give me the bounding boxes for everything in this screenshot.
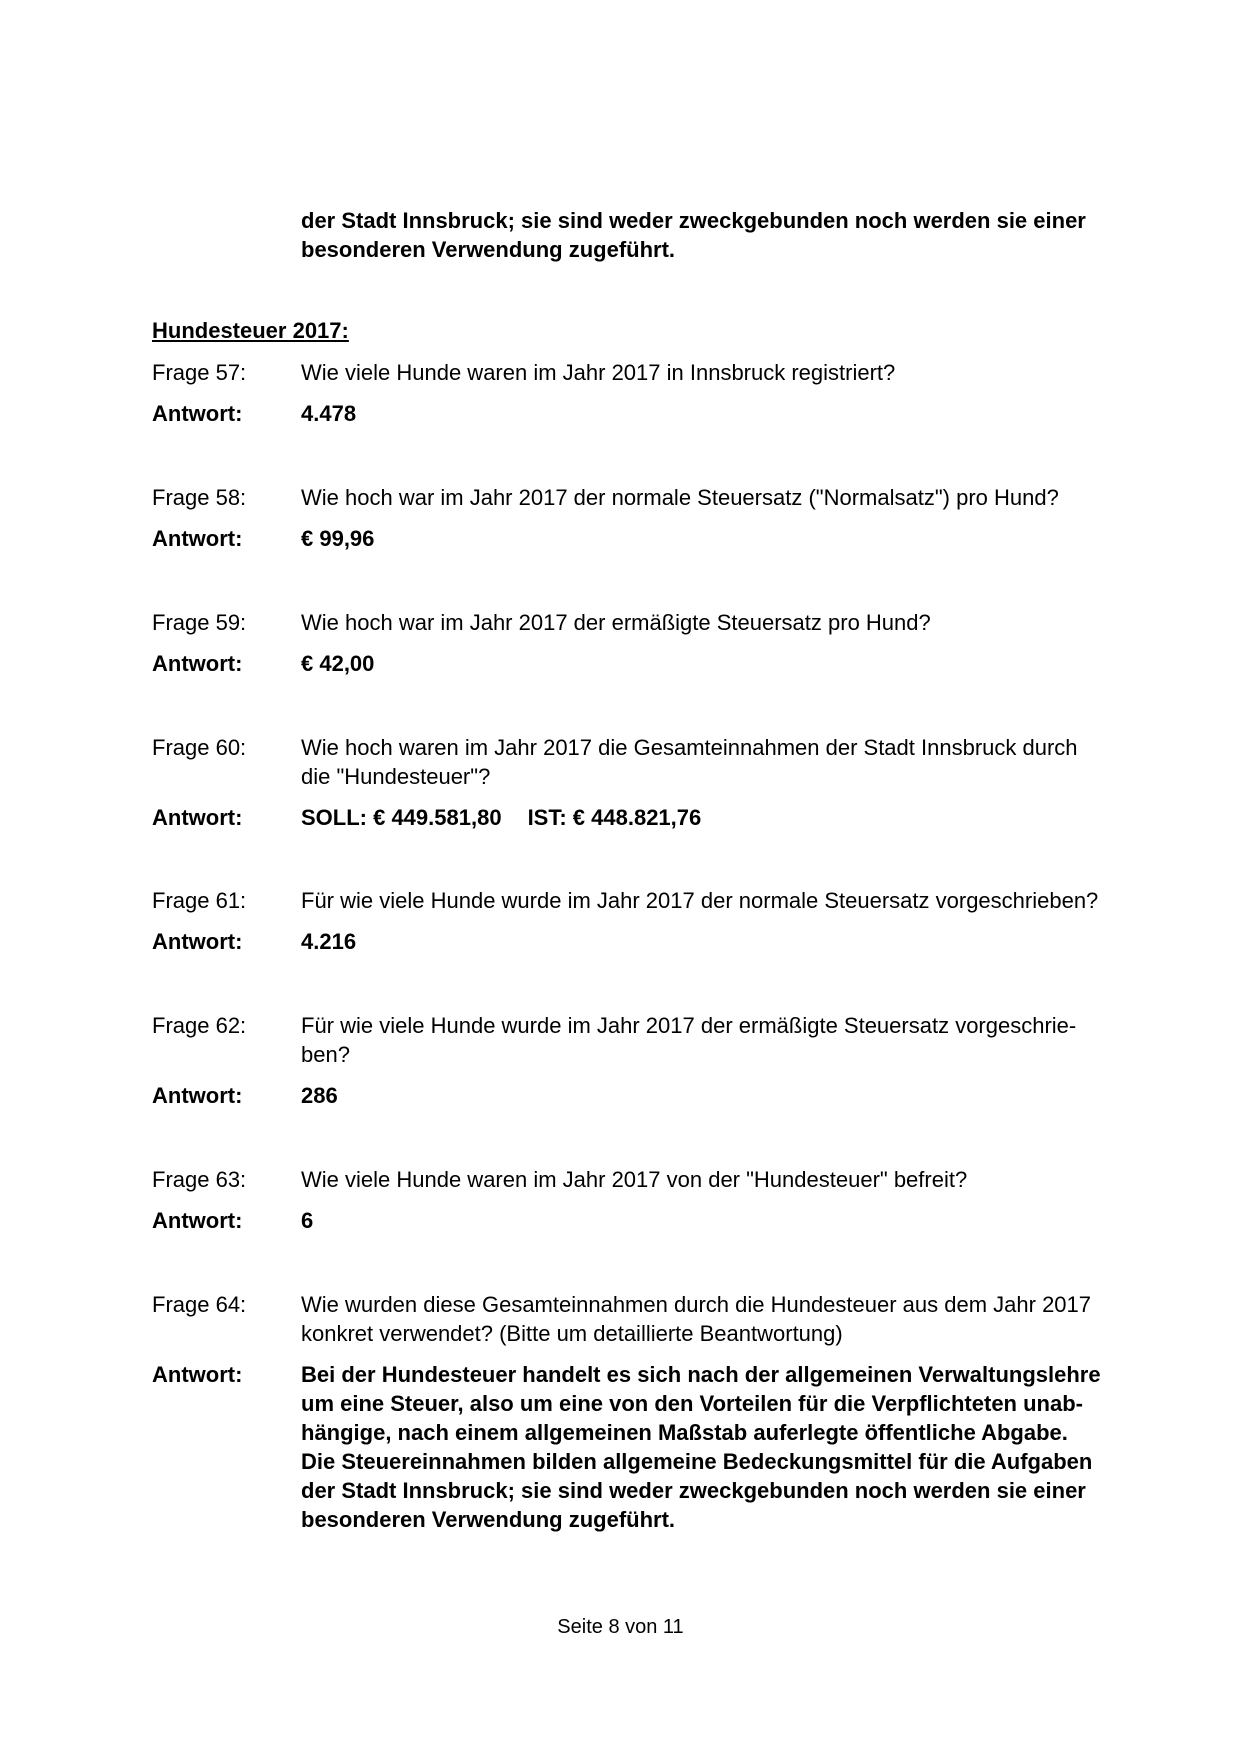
question-row: [152, 483, 1142, 512]
answer-label: Antwort:: [152, 1083, 243, 1108]
answer-text: [301, 927, 1142, 956]
answer-text: [301, 1360, 1142, 1534]
continuation-line: besonderen Verwendung zugeführt.: [301, 237, 676, 262]
question-line: konkret verwendet? (Bitte um detaillierte Beantwortung): [301, 1321, 843, 1346]
answer-line: 4.216: [301, 929, 357, 954]
answer-text: [301, 1081, 1142, 1110]
question-text: [301, 608, 1142, 637]
question-line: Wie wurden diese Gesamteinnahmen durch die Hundesteuer aus dem Jahr 2017: [301, 1292, 1092, 1317]
question-text: [301, 1165, 1142, 1194]
question-row: [152, 358, 1142, 387]
answer-line: 286: [301, 1083, 338, 1108]
question-text: [301, 1290, 1142, 1348]
answer-row: [152, 803, 1142, 832]
answer-line: um eine Steuer, also um eine von den Vorteilen für die Verpflichteten unab-: [301, 1391, 1083, 1416]
question-row: [152, 608, 1142, 637]
answer-text: [301, 1206, 1142, 1235]
answer-label: Antwort:: [152, 805, 243, 830]
answer-text: [301, 524, 1142, 553]
qa-block-57: [152, 358, 1142, 428]
question-line: Für wie viele Hunde wurde im Jahr 2017 der normale Steuersatz vorgeschrieben?: [301, 888, 1099, 913]
answer-line: 6: [301, 1208, 314, 1233]
question-label: Frage 58:: [152, 485, 247, 510]
answer-row: [152, 524, 1142, 553]
answer-line: 4.478: [301, 401, 357, 426]
answer-line: der Stadt Innsbruck; sie sind weder zweckgebunden noch werden sie einer: [301, 1478, 1086, 1503]
answer-line: Die Steuereinnahmen bilden allgemeine Bedeckungsmittel für die Aufgaben: [301, 1449, 1093, 1474]
answer-row: [152, 399, 1142, 428]
answer-soll-value: SOLL: € 449.581,80: [301, 805, 502, 830]
answer-row: [152, 927, 1142, 956]
answer-line: € 99,96: [301, 526, 375, 551]
answer-row: [152, 1360, 1142, 1534]
answer-line: besonderen Verwendung zugeführt.: [301, 1507, 676, 1532]
answer-row: [152, 1206, 1142, 1235]
question-row: [152, 1165, 1142, 1194]
answer-row: [152, 1081, 1142, 1110]
question-line: Wie hoch war im Jahr 2017 der ermäßigte Steuersatz pro Hund?: [301, 610, 931, 635]
qa-block-61: [152, 886, 1142, 956]
answer-row: [152, 649, 1142, 678]
qa-block-60: [152, 733, 1142, 832]
question-label: Frage 62:: [152, 1013, 247, 1038]
answer-line: Bei der Hundesteuer handelt es sich nach der allgemeinen Verwaltungslehre: [301, 1362, 1101, 1387]
continuation-paragraph: [301, 206, 1161, 264]
answer-text: [301, 649, 1142, 678]
question-text: [301, 733, 1142, 791]
question-line: Für wie viele Hunde wurde im Jahr 2017 der ermäßigte Steuersatz vorgeschrie-: [301, 1013, 1077, 1038]
qa-block-59: [152, 608, 1142, 678]
page-number: Seite 8 von 11: [557, 1616, 684, 1638]
answer-label: Antwort:: [152, 526, 243, 551]
answer-line: hängige, nach einem allgemeinen Maßstab auferlegte öffentliche Abgabe.: [301, 1420, 1068, 1445]
answer-label: Antwort:: [152, 1362, 243, 1387]
answer-ist-value: IST: € 448.821,76: [527, 805, 702, 830]
qa-block-58: [152, 483, 1142, 553]
answer-text: [301, 803, 1142, 832]
question-line: ben?: [301, 1042, 350, 1067]
question-row: [152, 1290, 1142, 1348]
question-text: [301, 886, 1142, 915]
question-label: Frage 59:: [152, 610, 247, 635]
question-row: [152, 1011, 1142, 1069]
question-line: Wie viele Hunde waren im Jahr 2017 in Innsbruck registriert?: [301, 360, 896, 385]
question-line: die "Hundesteuer"?: [301, 764, 491, 789]
question-text: [301, 483, 1142, 512]
answer-text: [301, 399, 1142, 428]
question-line: Wie viele Hunde waren im Jahr 2017 von der "Hundesteuer" befreit?: [301, 1167, 968, 1192]
question-text: [301, 1011, 1142, 1069]
qa-block-63: [152, 1165, 1142, 1235]
answer-line: € 42,00: [301, 651, 375, 676]
answer-label: Antwort:: [152, 1208, 243, 1233]
question-label: Frage 57:: [152, 360, 247, 385]
answer-label: Antwort:: [152, 401, 243, 426]
question-label: Frage 60:: [152, 735, 247, 760]
answer-label: Antwort:: [152, 929, 243, 954]
section-heading: Hundesteuer 2017:: [152, 318, 349, 343]
question-line: Wie hoch waren im Jahr 2017 die Gesamteinnahmen der Stadt Innsbruck durch: [301, 735, 1078, 760]
question-label: Frage 61:: [152, 888, 247, 913]
question-text: [301, 358, 1142, 387]
continuation-line: der Stadt Innsbruck; sie sind weder zweckgebunden noch werden sie einer: [301, 208, 1086, 233]
question-label: Frage 64:: [152, 1292, 247, 1317]
qa-block-62: [152, 1011, 1142, 1110]
question-line: Wie hoch war im Jahr 2017 der normale Steuersatz ("Normalsatz") pro Hund?: [301, 485, 1059, 510]
answer-label: Antwort:: [152, 651, 243, 676]
question-label: Frage 63:: [152, 1167, 247, 1192]
question-row: [152, 886, 1142, 915]
qa-block-64: [152, 1290, 1142, 1534]
question-row: [152, 733, 1142, 791]
